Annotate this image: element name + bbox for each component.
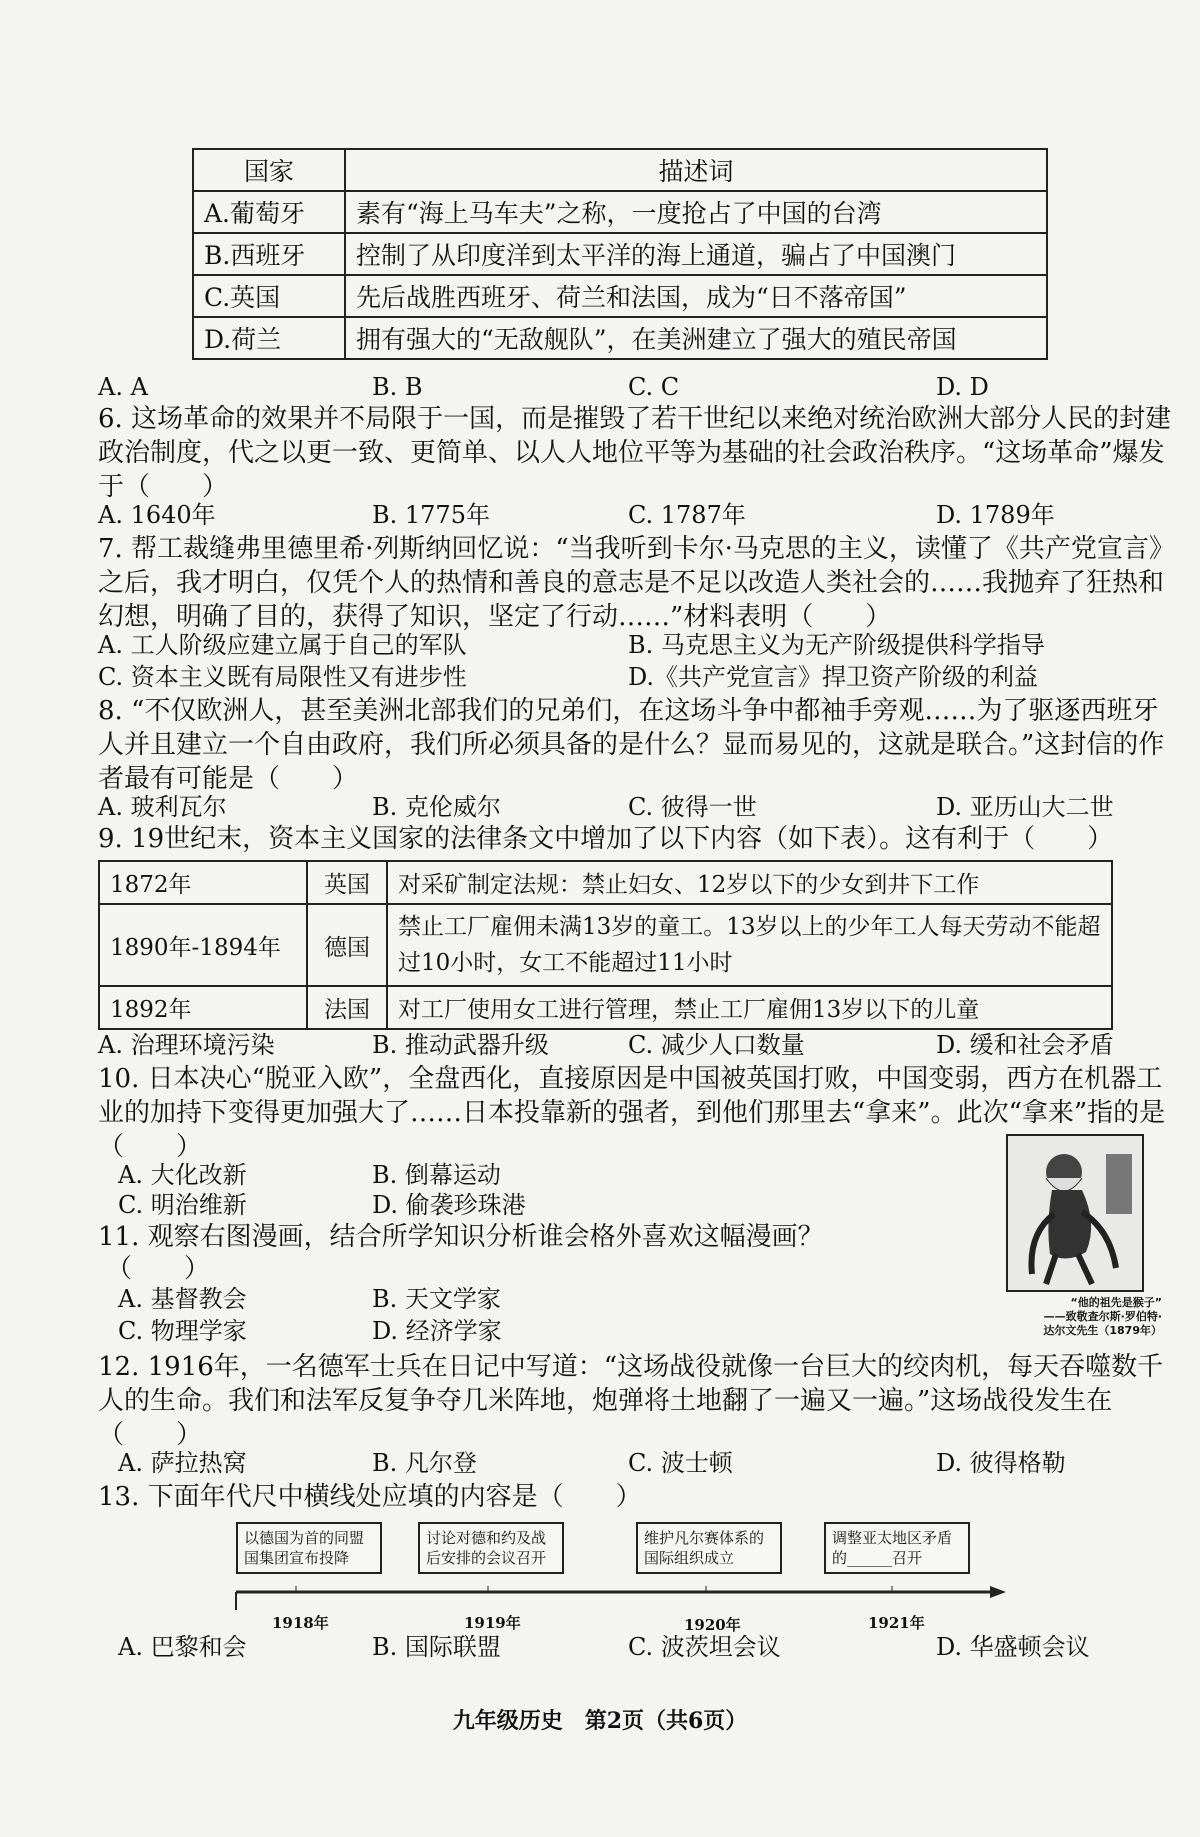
q13-option-d[interactable]: D. 华盛顿会议 (936, 1633, 1090, 1661)
q9-row1-country: 英国 (307, 861, 387, 904)
q11-option-c[interactable]: C. 物理学家 (118, 1317, 247, 1345)
q5-row-c-country: C.英国 (193, 275, 345, 317)
q5-header-desc: 描述词 (345, 149, 1047, 191)
timeline-box-1921: 调整亚太地区矛盾的______召开 (824, 1522, 970, 1574)
q8-option-a[interactable]: A. 玻利瓦尔 (98, 793, 227, 821)
q10-option-c[interactable]: C. 明治维新 (118, 1191, 247, 1219)
q7-option-a[interactable]: A. 工人阶级应建立属于自己的军队 (98, 631, 467, 659)
q11-option-a[interactable]: A. 基督教会 (118, 1285, 247, 1313)
q7-option-b[interactable]: B. 马克思主义为无产阶级提供科学指导 (628, 631, 1045, 659)
q11-stem: 11. 观察右图漫画，结合所学知识分析谁会格外喜欢这幅漫画？ (98, 1222, 824, 1252)
q11-option-d[interactable]: D. 经济学家 (372, 1317, 502, 1345)
q5-row-c-desc: 先后战胜西班牙、荷兰和法国，成为“日不落帝国” (345, 275, 1047, 317)
q13-option-c[interactable]: C. 波茨坦会议 (628, 1633, 781, 1661)
q9-row2-year: 1890年-1894年 (99, 904, 307, 986)
q5-row-b-desc: 控制了从印度洋到太平洋的海上通道，骗占了中国澳门 (345, 233, 1047, 275)
q9-row3-content: 对工厂使用女工进行管理，禁止工厂雇佣13岁以下的儿童 (387, 986, 1112, 1029)
q5-table (192, 148, 1048, 360)
q5-option-a[interactable]: A. A (98, 373, 148, 401)
darwin-cartoon-caption: “他的祖先是猴子” ——致敬查尔斯·罗伯特· 达尔文先生（1879年） (1043, 1296, 1162, 1337)
q8-option-b[interactable]: B. 克伦威尔 (372, 793, 501, 821)
q12-option-a[interactable]: A. 萨拉热窝 (118, 1449, 247, 1477)
q5-row-a-country: A.葡萄牙 (193, 191, 345, 233)
q10-option-d[interactable]: D. 偷袭珍珠港 (372, 1191, 526, 1219)
q9-option-b[interactable]: B. 推动武器升级 (372, 1031, 549, 1059)
q6-option-c[interactable]: C. 1787年 (628, 501, 746, 529)
q8-option-d[interactable]: D. 亚历山大二世 (936, 793, 1114, 821)
q8-option-c[interactable]: C. 彼得一世 (628, 793, 757, 821)
q10-option-a[interactable]: A. 大化改新 (118, 1161, 247, 1189)
q9-row1-content: 对采矿制定法规：禁止妇女、12岁以下的少女到井下工作 (387, 861, 1112, 904)
q13-option-a[interactable]: A. 巴黎和会 (118, 1633, 247, 1661)
q9-row1-year: 1872年 (99, 861, 307, 904)
q9-row3-country: 法国 (307, 986, 387, 1029)
q12-option-c[interactable]: C. 波士顿 (628, 1449, 733, 1477)
darwin-cartoon-image (1006, 1134, 1144, 1292)
q12-option-d[interactable]: D. 彼得格勒 (936, 1449, 1066, 1477)
q6-option-a[interactable]: A. 1640年 (98, 501, 216, 529)
q9-option-c[interactable]: C. 减少人口数量 (628, 1031, 805, 1059)
q5-row-d-desc: 拥有强大的“无敌舰队”，在美洲建立了强大的殖民帝国 (345, 317, 1047, 359)
q6-option-b[interactable]: B. 1775年 (372, 501, 490, 529)
timeline-box-1918: 以德国为首的同盟国集团宣布投降 (236, 1522, 382, 1574)
q5-row-b-country: B.西班牙 (193, 233, 345, 275)
timeline-box-1919: 讨论对德和约及战后安排的会议召开 (418, 1522, 564, 1574)
q8-stem: 8. “不仅欧洲人，甚至美洲北部我们的兄弟们，在这场斗争中都袖手旁观……为了驱逐西班牙人并且建立一个自由政府，我们所必须具备的是什么？显而易见的，这就是联合。”这封信的作者最有可能是（ ） (98, 696, 1165, 794)
q10-option-b[interactable]: B. 倒幕运动 (372, 1161, 501, 1189)
q9-option-d[interactable]: D. 缓和社会矛盾 (936, 1031, 1114, 1059)
q11-option-b[interactable]: B. 天文学家 (372, 1285, 501, 1313)
q5-row-d-country: D.荷兰 (193, 317, 345, 359)
q13-stem: 13. 下面年代尺中横线处应填的内容是（ ） (98, 1482, 642, 1512)
timeline-year-1918: 1918年 (272, 1614, 329, 1632)
q13-option-b[interactable]: B. 国际联盟 (372, 1633, 501, 1661)
q5-row-a-desc: 素有“海上马车夫”之称，一度抢占了中国的台湾 (345, 191, 1047, 233)
q9-law-table (98, 860, 1113, 1030)
q7-option-c[interactable]: C. 资本主义既有局限性又有进步性 (98, 663, 467, 691)
q11-blank: （ ） (106, 1254, 211, 1284)
q7-option-d[interactable]: D.《共产党宣言》捍卫资产阶级的利益 (628, 663, 1039, 691)
q12-stem: 12. 1916年，一名德军士兵在日记中写道：“这场战役就像一台巨大的绞肉机，每天吞噬数千人的生命。我们和法军反复争夺几米阵地，炮弹将土地翻了一遍又一遍。”这场战役发生在（ ） (98, 1352, 1164, 1450)
q7-stem: 7. 帮工裁缝弗里德里希·列斯纳回忆说：“当我听到卡尔·马克思的主义，读懂了《共产党宣言》之后，我才明白，仅凭个人的热情和善良的意志是不足以改造人类社会的……我抛弃了狂热和幻想，明确了目的，获得了知识，坚定了行动……”材料表明（ ） (98, 534, 1175, 632)
q5-option-c[interactable]: C. C (628, 373, 680, 401)
q9-row2-country: 德国 (307, 904, 387, 986)
q9-row2-content: 禁止工厂雇佣未满13岁的童工。13岁以上的少年工人每天劳动不能超过10小时，女工不能超过11小时 (387, 904, 1112, 986)
timeline-year-1921: 1921年 (868, 1614, 925, 1632)
timeline-box-1920: 维护凡尔赛体系的国际组织成立 (636, 1522, 782, 1574)
timeline-year-1919: 1919年 (464, 1614, 521, 1632)
q6-option-d[interactable]: D. 1789年 (936, 501, 1055, 529)
q5-option-d[interactable]: D. D (936, 373, 989, 401)
q5-header-country: 国家 (193, 149, 345, 191)
q5-option-b[interactable]: B. B (372, 373, 423, 401)
q9-row3-year: 1892年 (99, 986, 307, 1029)
timeline-year-1920: 1920年 (684, 1616, 741, 1634)
q6-stem: 6. 这场革命的效果并不局限于一国，而是摧毁了若干世纪以来绝对统治欧洲大部分人民的封建政治制度，代之以更一致、更简单、以人人地位平等为基础的社会政治秩序。“这场革命”爆发于（ ） (98, 404, 1172, 502)
q9-stem: 9. 19世纪末，资本主义国家的法律条文中增加了以下内容（如下表）。这有利于（ ） (98, 824, 1114, 854)
q12-option-b[interactable]: B. 凡尔登 (372, 1449, 477, 1477)
q9-option-a[interactable]: A. 治理环境污染 (98, 1031, 275, 1059)
page-footer: 九年级历史 第2页（共6页） (452, 1708, 748, 1734)
q10-stem: 10. 日本决心“脱亚入欧”，全盘西化，直接原因是中国被英国打败，中国变弱，西方在机器工业的加持下变得更加强大了……日本投靠新的强者，到他们那里去“拿来”。此次“拿来”指的是（ ） (98, 1064, 1166, 1162)
